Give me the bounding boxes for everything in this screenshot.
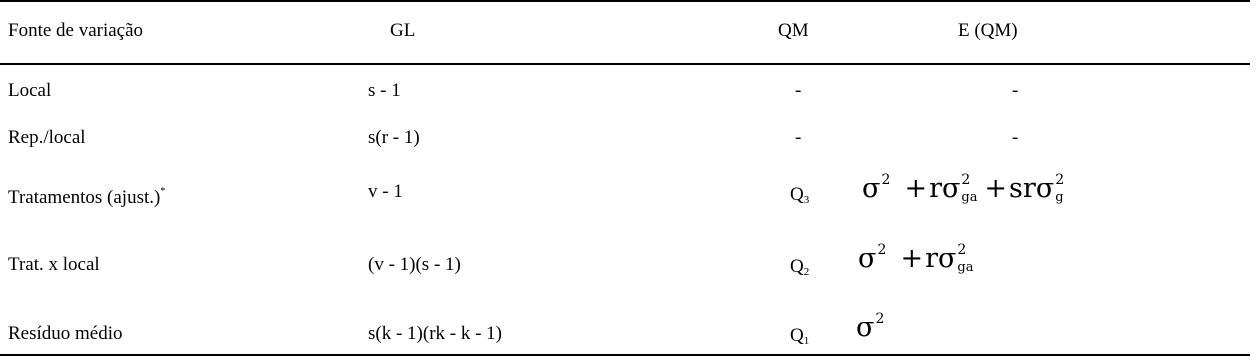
- expected-mean-square: [856, 310, 896, 344]
- row-gl: s(k - 1)(rk - k - 1): [368, 323, 503, 344]
- row-qm: [790, 184, 809, 211]
- row-gl: s - 1: [368, 80, 401, 101]
- row-fonte: Rep./local: [8, 127, 86, 148]
- row-gl: (v - 1)(s - 1): [368, 254, 461, 275]
- sigma-term: σ: [1035, 173, 1055, 204]
- row-fonte: Local: [8, 80, 52, 101]
- row-gl: s(r - 1): [368, 127, 420, 148]
- sigma-term: σ: [937, 243, 957, 274]
- superscript: 2: [1055, 171, 1065, 188]
- subscript: ga: [957, 259, 974, 275]
- plus-operator: +: [904, 173, 928, 204]
- qm-subscript: 3: [803, 194, 810, 206]
- sigma-term: σ: [858, 243, 877, 274]
- row-eqm: -: [1012, 80, 1019, 101]
- row-fonte: Resíduo médio: [8, 323, 123, 344]
- sigma-term: σ: [941, 173, 961, 204]
- header-gl: GL: [390, 20, 416, 41]
- row-qm: [790, 325, 809, 352]
- header-qm: QM: [778, 20, 809, 41]
- script-pair: [960, 171, 982, 205]
- qm-subscript: 1: [803, 335, 810, 347]
- subscript: ga: [961, 189, 978, 205]
- qm-symbol: Q: [790, 184, 804, 205]
- superscript: 2: [961, 171, 971, 188]
- row-fonte-text: Tratamentos (ajust.): [8, 187, 161, 208]
- qm-subscript: 2: [803, 266, 810, 278]
- superscript: 2: [875, 310, 885, 327]
- script-pair: [874, 310, 896, 344]
- sigma-term: σ: [862, 173, 881, 204]
- expected-mean-square: [862, 171, 1076, 205]
- footnote-mark: *: [160, 186, 166, 197]
- coefficient: sr: [1009, 173, 1036, 204]
- row-fonte: Trat. x local: [8, 254, 100, 275]
- table-bottom-rule: [0, 354, 1250, 356]
- superscript: 2: [957, 241, 967, 258]
- script-pair: [876, 241, 898, 275]
- qm-symbol: Q: [790, 325, 804, 346]
- header-fonte: Fonte de variação: [8, 20, 144, 41]
- script-pair: [956, 241, 978, 275]
- coefficient: r: [929, 173, 942, 204]
- superscript: 2: [877, 241, 887, 258]
- row-qm: [790, 256, 809, 283]
- qm-symbol: Q: [790, 256, 804, 277]
- table-header-rule: [0, 63, 1250, 65]
- header-eqm: E (QM): [958, 20, 1018, 41]
- row-gl: v - 1: [368, 181, 403, 202]
- table-top-rule: [0, 0, 1250, 2]
- row-qm: -: [795, 80, 802, 101]
- subscript: g: [1055, 189, 1064, 205]
- plus-operator: +: [900, 243, 924, 274]
- script-pair: [1054, 171, 1076, 205]
- row-qm: -: [795, 127, 802, 148]
- row-fonte: [8, 181, 165, 209]
- superscript: 2: [881, 171, 891, 188]
- script-pair: [880, 171, 902, 205]
- expected-mean-square: [858, 241, 978, 275]
- sigma-term: σ: [856, 312, 875, 343]
- row-eqm: -: [1012, 127, 1019, 148]
- plus-operator: +: [984, 173, 1008, 204]
- coefficient: r: [925, 243, 938, 274]
